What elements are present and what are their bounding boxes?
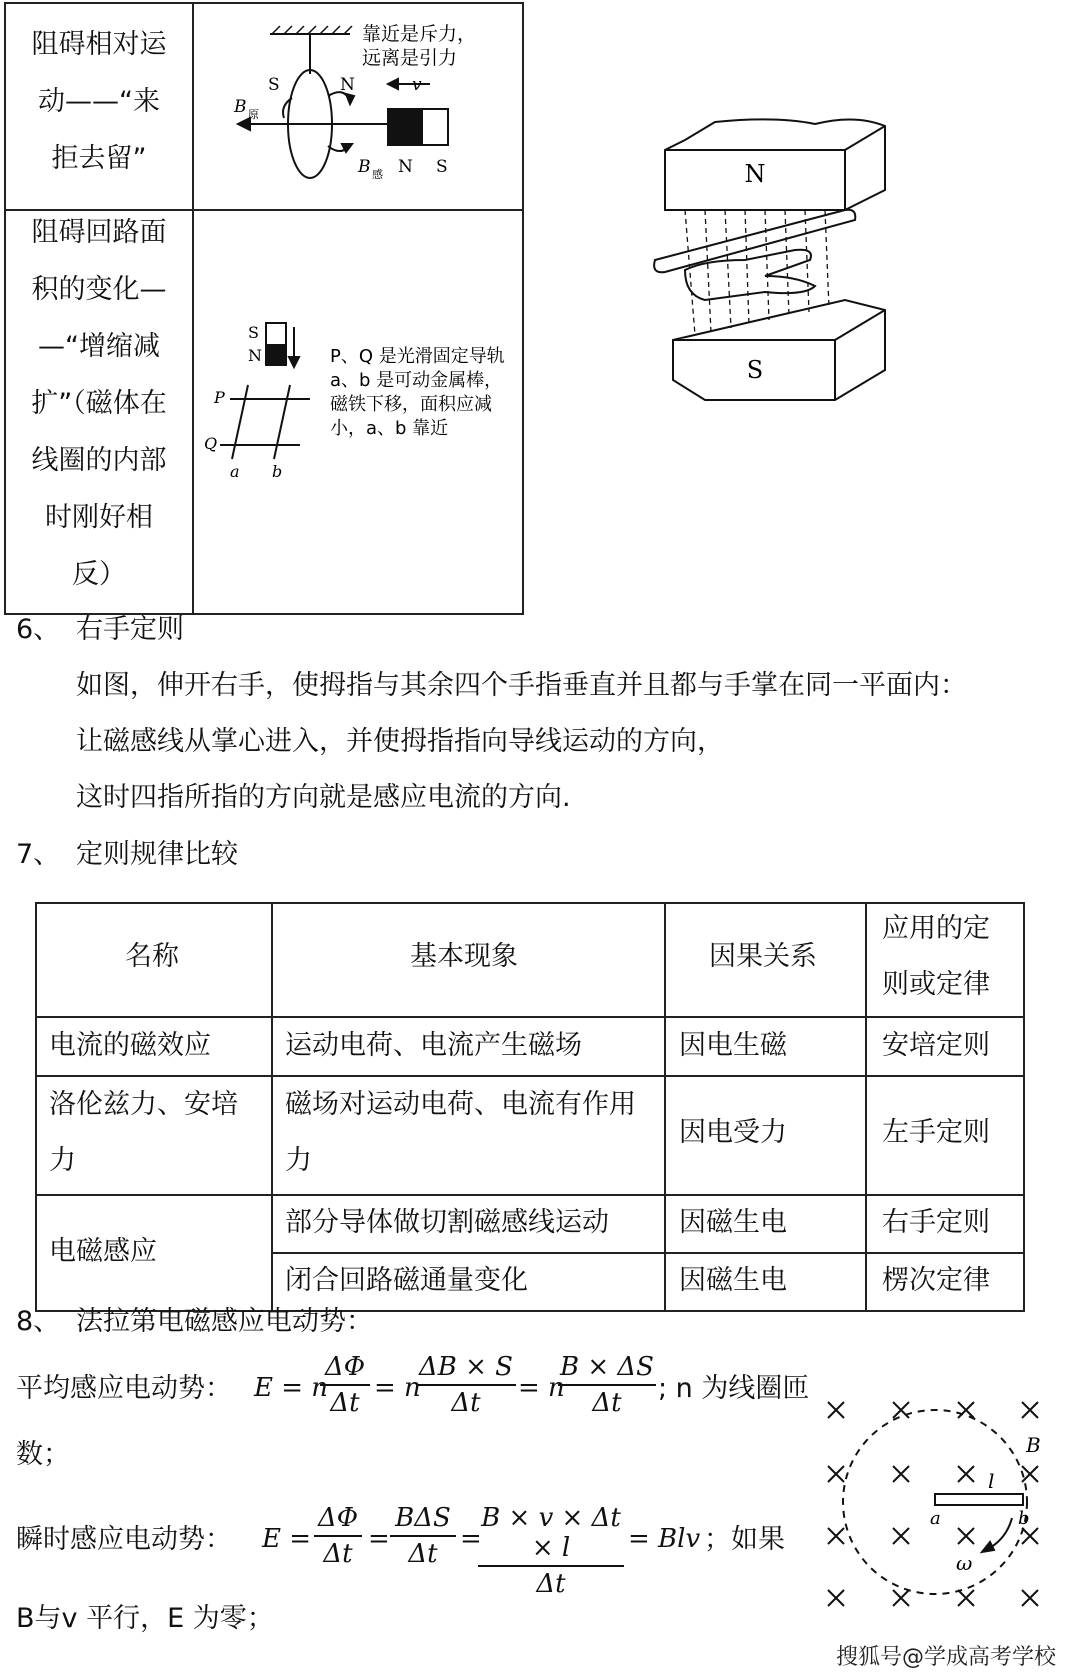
row3-name: 电磁感应 [49, 1236, 157, 1267]
row3-causality: 因磁生电 [679, 1207, 787, 1238]
section6-heading: 右手定则 [76, 614, 184, 645]
avg-frac-2: ΔB × S Δt [416, 1352, 516, 1418]
magnet-s-label: S [248, 323, 259, 342]
point-a-label: a [930, 1508, 941, 1529]
average-emf-tail2: 数； [16, 1439, 70, 1470]
rail-q-label: Q [204, 434, 218, 453]
north-pole-label: N [744, 160, 766, 188]
b-yuan-label: B [234, 97, 247, 117]
field-b-label: B [1026, 1433, 1041, 1457]
inst-eq-2: = [460, 1524, 482, 1554]
row4-phenomenon: 闭合回路磁通量变化 [285, 1265, 528, 1296]
section8-heading: 法拉第电磁感应电动势： [76, 1306, 373, 1337]
b-gan-label: B [358, 157, 371, 177]
inst-e: E = [262, 1524, 312, 1554]
section6-number: 6、 [16, 614, 61, 645]
row1-rule: 安培定则 [882, 1030, 990, 1061]
section7-number: 7、 [16, 839, 61, 870]
desc-line1: P、Q 是光滑固定导轨 [330, 346, 505, 367]
desc-line3: 磁铁下移，面积应减 [330, 394, 492, 415]
avg-eq-n-2: = n [518, 1373, 565, 1403]
average-emf-label: 平均感应电动势： [16, 1373, 232, 1404]
instant-emf-label: 瞬时感应电动势： [16, 1524, 232, 1555]
avg-eq-n-1: = n [374, 1373, 421, 1403]
row3-phenomenon: 部分导体做切割磁感线运动 [285, 1207, 609, 1238]
row3-rule: 右手定则 [882, 1207, 990, 1238]
rod-a-label: a [230, 462, 240, 481]
average-emf-tail: ; n 为线圈匝 [658, 1373, 810, 1404]
row2-phenomenon-line2: 力 [285, 1145, 312, 1176]
row2-rule: 左手定则 [882, 1117, 990, 1148]
row2-label: 阻碍回路面 积的变化— —“增缩减 扩”（磁体在 线圈的内部 时刚好相 反） [31, 217, 167, 590]
inst-blv: = Blv [628, 1524, 701, 1554]
row1-phenomenon: 运动电荷、电流产生磁场 [285, 1030, 582, 1061]
repel-attract-diagram [200, 6, 520, 201]
rod-b-label: b [272, 462, 283, 481]
right-hand-rule-figure [645, 110, 905, 420]
b-yuan-sub: 原 [248, 108, 259, 121]
section7-heading: 定则规律比较 [76, 839, 238, 870]
inst-frac-3: B × v × Δt × l Δt [478, 1503, 624, 1599]
header-phenomenon: 基本现象 [410, 941, 518, 972]
row2-causality: 因电受力 [679, 1117, 787, 1148]
inst-frac-1: ΔΦ Δt [314, 1503, 362, 1569]
header-rule-line1: 应用的定 [882, 913, 990, 944]
parallel-note: B与v 平行，E 为零； [16, 1603, 274, 1634]
magnet-s-label: S [436, 157, 448, 177]
row4-causality: 因磁生电 [679, 1265, 787, 1296]
pole-s-label: S [268, 75, 280, 95]
row1-label: 阻碍相对运 动——“来 拒去留” [31, 29, 167, 174]
section6-line1: 如图，伸开右手，使拇指与其余四个手指垂直并且都与手掌在同一平面内： [76, 670, 967, 701]
row4-rule: 楞次定律 [882, 1265, 990, 1296]
avg-frac-3: B × ΔS Δt [559, 1352, 654, 1418]
pole-n-label: N [340, 75, 355, 95]
shrink-expand-diagram [200, 315, 522, 485]
avg-frac-1: ΔΦ Δt [320, 1352, 370, 1418]
omega-label: ω [956, 1551, 973, 1575]
magnet-n-label: N [248, 346, 262, 365]
inst-eq-1: = [368, 1524, 390, 1554]
rod-length-label: l [988, 1469, 995, 1493]
b-gan-sub: 感 [372, 168, 383, 181]
desc-line2: a、b 是可动金属棒， [330, 370, 503, 391]
header-causality: 因果关系 [709, 941, 817, 972]
row1-causality: 因电生磁 [679, 1030, 787, 1061]
section8-number: 8、 [16, 1306, 61, 1337]
section6-line3: 这时四指所指的方向就是感应电流的方向. [76, 782, 571, 813]
rotating-rod-diagram [820, 1394, 1050, 1614]
row2-name-line2: 力 [49, 1145, 76, 1176]
row2-name-line1: 洛伦兹力、安培 [49, 1089, 238, 1120]
desc-line4: 小，a、b 靠近 [330, 418, 449, 439]
header-rule-line2: 则或定律 [882, 969, 990, 1000]
velocity-label: v [412, 75, 422, 95]
avg-e-n: E = n [254, 1373, 329, 1403]
rules-comparison-table [35, 902, 1025, 1312]
row1-name: 电流的磁效应 [49, 1030, 211, 1061]
point-b-label: b [1018, 1508, 1030, 1529]
force-note-line2: 远离是引力 [362, 47, 458, 69]
rail-p-label: P [214, 388, 225, 407]
instant-emf-tail: ；如果 [704, 1524, 785, 1555]
section6-line2: 让磁感线从掌心进入，并使拇指指向导线运动的方向， [76, 726, 724, 757]
south-pole-label: S [746, 356, 764, 384]
force-note-line1: 靠近是斥力， [362, 23, 477, 45]
row2-phenomenon-line1: 磁场对运动电荷、电流有作用 [285, 1089, 636, 1120]
magnet-n-label: N [398, 157, 413, 177]
inst-frac-2: BΔS Δt [390, 1503, 456, 1569]
watermark: 搜狐号@学成高考学校 [836, 1645, 1057, 1670]
header-name: 名称 [125, 941, 179, 972]
